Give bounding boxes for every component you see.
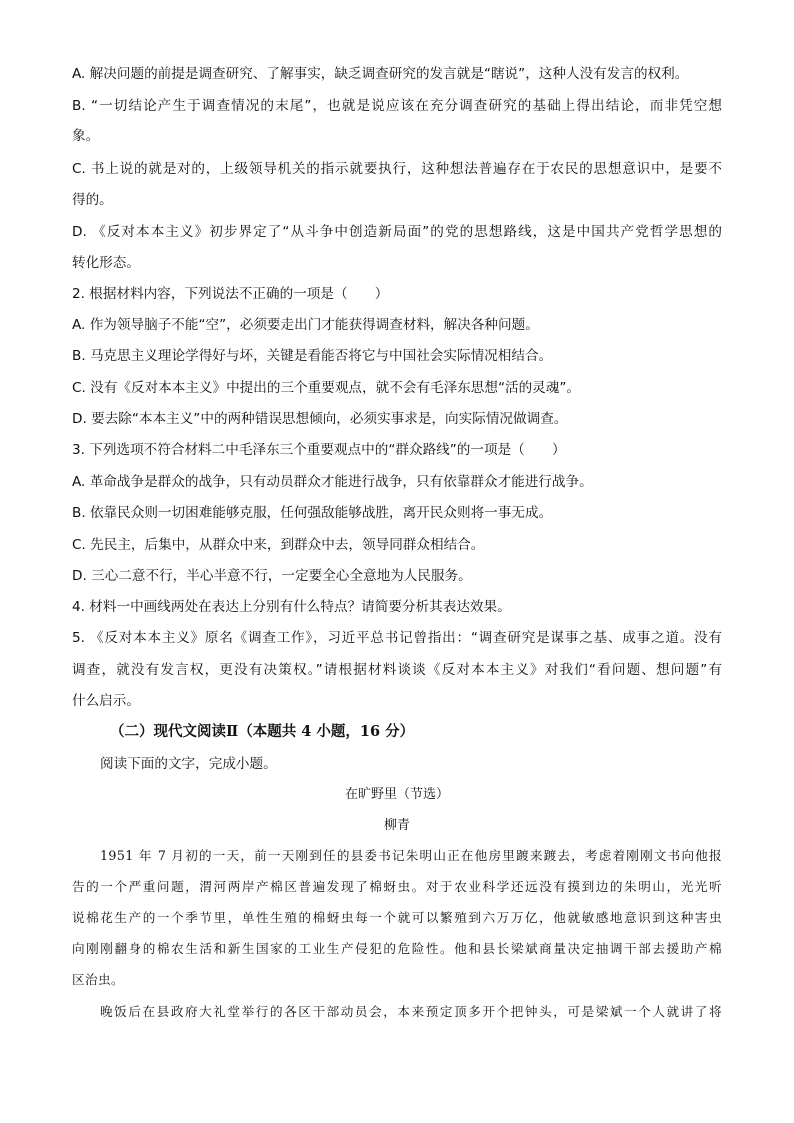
passage-paragraph-1-line-4: 向刚刚翻身的棉农生活和新生国家的工业生产侵犯的危险性。他和县长梁斌商量决定抽调干部去援助产棉 [72,941,722,956]
passage-title: 在旷野里（节选） [344,787,449,802]
passage-paragraph-1-line-1: 1951 年 7 月初的一天，前一天刚到任的县委书记朱明山正在他房里踱来踱去，考虑着刚刚文书向他报 [100,848,722,863]
q2-stem: 2. 根据材料内容，下列说法不正确的一项是（ ） [72,286,389,302]
q5-stem-line-3: 什么启示。 [72,693,140,709]
passage-author: 柳青 [383,818,410,833]
passage-paragraph-1-line-5: 区治虫。 [72,972,124,987]
q3-option-d: D. 三心二意不行，半心半意不行，一定要全心全意地为人民服务。 [72,568,472,584]
q2-option-c: C. 没有《反对本本主义》中提出的三个重要观点，就不会有毛泽东思想“活的灵魂”。 [72,380,580,396]
section-heading: （二）现代文阅读Ⅱ（本题共 4 小题，16 分） [110,723,415,740]
q1-option-c-cont: 得的。 [72,192,113,208]
reading-instruction: 阅读下面的文字，完成小题。 [100,756,277,772]
q5-stem-line-2: 调查，就没有发言权，更没有决策权。”请根据材料谈谈《反对本本主义》对我们“看问题、想问题”有 [72,662,722,678]
q1-option-b: B. “一切结论产生于调查情况的末尾”，也就是说应该在充分调查研究的基础上得出结论，而非凭空想 [72,98,722,114]
q5-stem-line-1: 5. 《反对本本主义》原名《调查工作》，习近平总书记曾指出：“调查研究是谋事之基、成事之道。没有 [72,630,722,646]
q1-option-b-cont: 象。 [72,128,100,144]
q1-option-d-cont: 转化形态。 [72,255,140,271]
passage-paragraph-1-line-2: 告的一个严重问题，渭河两岸产棉区普遍发现了棉蚜虫。对于农业科学还远没有摸到边的朱明山，光光听 [72,879,722,894]
q2-option-a: A. 作为领导脑子不能“空”，必须要走出门才能获得调查材料，解决各种问题。 [72,317,539,333]
q3-option-a: A. 革命战争是群众的战争，只有动员群众才能进行战争，只有依靠群众才能进行战争。 [72,474,593,490]
q1-option-a: A. 解决问题的前提是调查研究、了解事实，缺乏调查研究的发言就是“瞎说”，这种人没有发言的权利。 [72,66,689,82]
q3-option-b: B. 依靠民众则一切困难能够克服，任何强敌能够战胜，离开民众则将一事无成。 [72,505,553,521]
q3-stem: 3. 下列选项不符合材料二中毛泽东三个重要观点中的“群众路线”的一项是（ ） [72,442,566,458]
q4-stem: 4. 材料一中画线两处在表达上分别有什么特点？请简要分析其表达效果。 [72,599,511,615]
q1-option-d: D. 《反对本本主义》初步界定了“从斗争中创造新局面”的党的思想路线，这是中国共产党哲学思想的 [72,224,722,240]
q2-option-b: B. 马克思主义理论学得好与坏，关键是看能否将它与中国社会实际情况相结合。 [72,348,553,364]
q3-option-c: C. 先民主，后集中，从群众中来，到群众中去，领导同群众相结合。 [72,537,485,553]
passage-paragraph-2-line-1: 晚饭后在县政府大礼堂举行的各区干部动员会，本来预定顶多开个把钟头，可是梁斌一个人就讲了将 [100,1004,722,1019]
q2-option-d: D. 要去除“本本主义”中的两种错误思想倾向，必须实事求是，向实际情况做调查。 [72,411,568,427]
passage-paragraph-1-line-3: 说棉花生产的一个季节里，单性生殖的棉蚜虫每一个就可以繁殖到六万万亿，他就敏感地意识到这种害虫 [72,910,722,925]
q1-option-c: C. 书上说的就是对的，上级领导机关的指示就要执行，这种想法普遍存在于农民的思想意识中，是要不 [72,161,722,177]
